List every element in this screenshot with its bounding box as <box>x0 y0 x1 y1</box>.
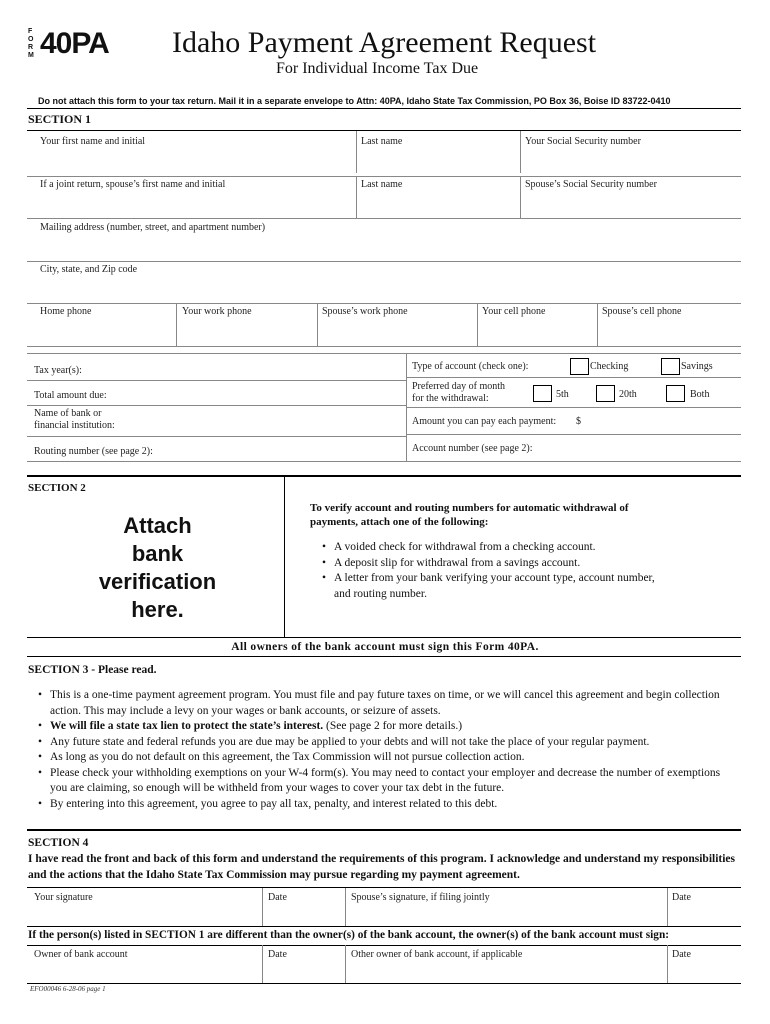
attach-bank-verification-area[interactable]: Attach bank verification here. <box>98 513 217 622</box>
work-phone-label: Your work phone <box>182 306 252 317</box>
day-20th-label: 20th <box>619 389 637 400</box>
home-phone-field[interactable] <box>36 322 172 342</box>
other-owner-signature-field[interactable] <box>348 963 664 981</box>
spouse-signature-label: Spouse’s signature, if filing jointly <box>351 892 490 903</box>
list-item: • A letter from your bank verifying your account type, account number, <box>320 571 655 587</box>
mailing-address-label: Mailing address (number, street, and apartment number) <box>40 222 266 233</box>
owner-signature-label: Owner of bank account <box>34 949 128 960</box>
different-owner-notice: If the person(s) listed in SECTION 1 are different than the owner(s) of the bank account, the owner(s) of the bank account must sign: <box>28 929 669 941</box>
ssn-label: Your Social Security number <box>525 136 641 147</box>
form-number: 40PA <box>40 27 109 60</box>
spouse-signature-field[interactable] <box>348 906 664 924</box>
spouse-ssn-field[interactable] <box>524 195 736 215</box>
verify-heading: To verify account and routing numbers for automatic withdrawal of payments, attach one of the following: <box>310 502 629 528</box>
list-item: • By entering into this agreement, you agree to pay all tax, penalty, and interest related to this debt. <box>36 797 736 813</box>
currency-symbol: $ <box>576 416 581 427</box>
first-name-field[interactable] <box>36 152 352 172</box>
routing-number-label: Routing number (see page 2): <box>34 446 153 457</box>
acknowledgement-text: I have read the front and back of this form and understand the requirements of this program. I acknowledge and understand my responsibilities and the actions that the Idaho State Tax Commission may pursue regarding my payment agreement. <box>28 853 736 881</box>
day-both-checkbox[interactable] <box>666 385 685 402</box>
spouse-last-name-label: Last name <box>361 179 403 190</box>
your-signature-field[interactable] <box>30 906 258 924</box>
spouse-last-name-field[interactable] <box>360 195 516 215</box>
day-5th-label: 5th <box>556 389 569 400</box>
form-word: F O R M <box>28 28 34 59</box>
all-owners-notice: All owners of the bank account must sign this Form 40PA. <box>231 641 539 653</box>
section3-list <box>36 688 736 812</box>
other-owner-date-field[interactable] <box>670 963 738 981</box>
account-type-label: Type of account (check one): <box>412 361 529 372</box>
last-name-field[interactable] <box>360 152 516 172</box>
day-both-label: Both <box>690 389 710 400</box>
account-number-label: Account number (see page 2): <box>412 443 533 454</box>
checking-checkbox[interactable] <box>570 358 589 375</box>
list-item: • This is a one-time payment agreement program. You must file and pay future taxes on time, or we will cancel this agreement and begin collection action. This may include a levy on your wages or bank accounts, or seizure of assets. <box>36 688 736 719</box>
amount-each-field[interactable] <box>586 411 736 429</box>
date-label: Date <box>268 892 287 903</box>
spouse-ssn-label: Spouse’s Social Security number <box>525 179 657 190</box>
section2-rule <box>27 475 741 477</box>
preferred-day-label: Preferred day of month for the withdrawal: <box>412 381 506 404</box>
checking-label: Checking <box>590 361 629 372</box>
section3-title: SECTION 3 - Please read. <box>28 664 157 676</box>
bank-name-label: Name of bank or financial institution: <box>34 408 115 431</box>
mailing-instruction: Do not attach this form to your tax return. Mail it in a separate envelope to Attn: 40PA, Idaho State Tax Commission, PO Box 36, Boise ID 83722-0410 <box>38 96 671 106</box>
account-number-field[interactable] <box>550 438 736 456</box>
list-item: • Please check your withholding exemptions on your W-4 form(s). You may need to contact your employer and decrease the number of exemptions you are claiming, so enough will be withheld from your wages to cover your tax debt in the future. <box>36 766 736 797</box>
savings-checkbox[interactable] <box>661 358 680 375</box>
section1-rule <box>27 130 741 131</box>
owner-date-field[interactable] <box>266 963 342 981</box>
savings-label: Savings <box>681 361 713 372</box>
spouse-first-name-label: If a joint return, spouse’s first name and initial <box>40 179 226 190</box>
first-name-label: Your first name and initial <box>40 136 146 147</box>
owner-signature-field[interactable] <box>30 963 258 981</box>
spouse-cell-phone-label: Spouse’s cell phone <box>602 306 682 317</box>
verify-list: • A voided check for withdrawal from a checking account. • A deposit slip for withdrawal from a savings account. • A letter from your bank verifying your account type, account number, and routing number. <box>320 540 655 602</box>
home-phone-label: Home phone <box>40 306 92 317</box>
tax-years-field[interactable] <box>100 360 400 378</box>
mailing-address-field[interactable] <box>36 238 736 258</box>
day-5th-checkbox[interactable] <box>533 385 552 402</box>
section1-title: SECTION 1 <box>28 112 92 126</box>
amount-each-label: Amount you can pay each payment: <box>412 416 557 427</box>
cell-phone-label: Your cell phone <box>482 306 546 317</box>
your-signature-label: Your signature <box>34 892 93 903</box>
spouse-date-field[interactable] <box>670 906 738 924</box>
last-name-label: Last name <box>361 136 403 147</box>
date-label: Date <box>672 949 691 960</box>
signature-date-field[interactable] <box>266 906 342 924</box>
cell-phone-field[interactable] <box>480 322 594 342</box>
city-state-zip-field[interactable] <box>36 280 736 300</box>
section4-rule <box>27 829 741 831</box>
spouse-first-name-field[interactable] <box>36 195 352 215</box>
list-item: • A deposit slip for withdrawal from a savings account. <box>320 556 655 572</box>
section4-title: SECTION 4 <box>28 837 89 849</box>
bank-name-field[interactable] <box>130 414 400 432</box>
tax-years-label: Tax year(s): <box>34 365 82 376</box>
form-code-footer: EFO00046 6-28-06 page 1 <box>30 985 106 993</box>
total-due-field[interactable] <box>120 385 400 403</box>
routing-number-field[interactable] <box>170 441 400 459</box>
other-owner-signature-label: Other owner of bank account, if applicable <box>351 949 523 960</box>
header-rule <box>27 108 741 109</box>
spouse-work-phone-field[interactable] <box>320 322 474 342</box>
date-label: Date <box>268 949 287 960</box>
date-label: Date <box>672 892 691 903</box>
section2-title: SECTION 2 <box>28 482 86 494</box>
page-title: Idaho Payment Agreement Request <box>172 26 597 59</box>
ssn-field[interactable] <box>524 152 736 172</box>
list-item: • A voided check for withdrawal from a checking account. <box>320 540 655 556</box>
city-state-zip-label: City, state, and Zip code <box>40 264 138 275</box>
list-item: • Any future state and federal refunds you are due may be applied to your debts and will not take the place of your regular payment. <box>36 735 736 751</box>
list-item: • As long as you do not default on this agreement, the Tax Commission will not pursue collection action. <box>36 750 736 766</box>
work-phone-field[interactable] <box>180 322 314 342</box>
day-20th-checkbox[interactable] <box>596 385 615 402</box>
total-due-label: Total amount due: <box>34 390 107 401</box>
spouse-work-phone-label: Spouse’s work phone <box>322 306 408 317</box>
page-subtitle: For Individual Income Tax Due <box>276 60 479 77</box>
spouse-cell-phone-field[interactable] <box>600 322 736 342</box>
list-item: • We will file a state tax lien to protect the state’s interest. (See page 2 for more details.) <box>36 719 736 735</box>
